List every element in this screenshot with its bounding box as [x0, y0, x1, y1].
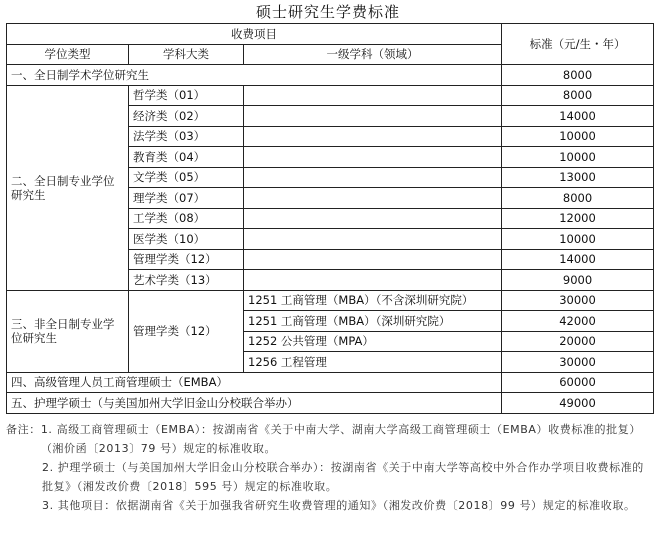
- row-value: 9000: [502, 270, 654, 291]
- empty-cell: [244, 249, 502, 270]
- note-text: 2. 护理学硕士（与美国加州大学旧金山分校联合举办）：按湖南省《关于中南大学等高校中外合作办学项目收费标准的批复》（湘发改价费〔2018〕595 号）规定的标准收取。: [42, 460, 644, 493]
- header-row: [7, 24, 654, 45]
- empty-cell: [244, 188, 502, 209]
- row-value: 49000: [502, 393, 654, 414]
- tuition-table: [6, 23, 654, 414]
- row-label: 五、护理学硕士（与美国加州大学旧金山分校联合举办）: [7, 393, 502, 414]
- row-value: 14000: [502, 249, 654, 270]
- page-title: 硕士研究生学费标准: [255, 3, 400, 21]
- category-cell: 教育类（04）: [129, 147, 244, 168]
- category-cell: 经济类（02）: [129, 106, 244, 127]
- category-cell: 管理学类（12）: [129, 249, 244, 270]
- row-label: 三、非全日制专业学位研究生: [7, 290, 129, 372]
- table-row: [7, 65, 654, 86]
- notes-lead: 备注：: [6, 422, 41, 436]
- row-value: 30000: [502, 352, 654, 373]
- table-row: [7, 372, 654, 393]
- row-value: 30000: [502, 290, 654, 311]
- row-value: 14000: [502, 106, 654, 127]
- header-standard: 标准（元/生・年）: [502, 24, 654, 65]
- header-fee-items: 收费项目: [7, 24, 502, 45]
- header-first-level: 一级学科（领域）: [244, 44, 502, 65]
- row-label: 四、高级管理人员工商管理硕士（EMBA）: [7, 372, 502, 393]
- row-value: 8000: [502, 85, 654, 106]
- row-value: 42000: [502, 311, 654, 332]
- row-value: 8000: [502, 188, 654, 209]
- category-cell: 医学类（10）: [129, 229, 244, 250]
- subject-cell: 1256 工程管理: [244, 352, 502, 373]
- row-label: 二、全日制专业学位研究生: [7, 85, 129, 290]
- empty-cell: [244, 147, 502, 168]
- note-item: [6, 496, 650, 515]
- row-value: 10000: [502, 126, 654, 147]
- row-value: 10000: [502, 229, 654, 250]
- subject-cell: 1251 工商管理（MBA）（不含深圳研究院）: [244, 290, 502, 311]
- empty-cell: [244, 208, 502, 229]
- category-cell: 法学类（03）: [129, 126, 244, 147]
- table-row: [7, 85, 654, 106]
- empty-cell: [244, 126, 502, 147]
- row-value: 10000: [502, 147, 654, 168]
- row-value: 20000: [502, 331, 654, 352]
- row-value: 60000: [502, 372, 654, 393]
- category-cell: 哲学类（01）: [129, 85, 244, 106]
- empty-cell: [244, 229, 502, 250]
- notes-section: [6, 420, 650, 515]
- note-item: [6, 458, 650, 496]
- note-text: 3. 其他项目：依据湖南省《关于加强我省研究生收费管理的通知》（湘发改价费〔2018〕99 号）规定的标准收取。: [42, 498, 636, 512]
- empty-cell: [244, 167, 502, 188]
- empty-cell: [244, 270, 502, 291]
- empty-cell: [244, 85, 502, 106]
- row-value: 13000: [502, 167, 654, 188]
- category-cell: 理学类（07）: [129, 188, 244, 209]
- row-label: 一、全日制学术学位研究生: [7, 65, 502, 86]
- category-cell: 文学类（05）: [129, 167, 244, 188]
- row-value: 8000: [502, 65, 654, 86]
- category-cell: 艺术学类（13）: [129, 270, 244, 291]
- subject-cell: 1252 公共管理（MPA）: [244, 331, 502, 352]
- category-cell: 工学类（08）: [129, 208, 244, 229]
- note-text: 1. 高级工商管理硕士（EMBA）：按湖南省《关于中南大学、湖南大学高级工商管理硕士（EMBA）收费标准的批复）（湘价函〔2013〕79 号）规定的标准收取。: [40, 422, 641, 455]
- table-row: [7, 393, 654, 414]
- empty-cell: [244, 106, 502, 127]
- header-subject-category: 学科大类: [129, 44, 244, 65]
- category-cell: 管理学类（12）: [129, 290, 244, 372]
- header-degree-type: 学位类型: [7, 44, 129, 65]
- table-row: [7, 290, 654, 311]
- subject-cell: 1251 工商管理（MBA）（深圳研究院）: [244, 311, 502, 332]
- row-value: 12000: [502, 208, 654, 229]
- note-item: [6, 420, 650, 458]
